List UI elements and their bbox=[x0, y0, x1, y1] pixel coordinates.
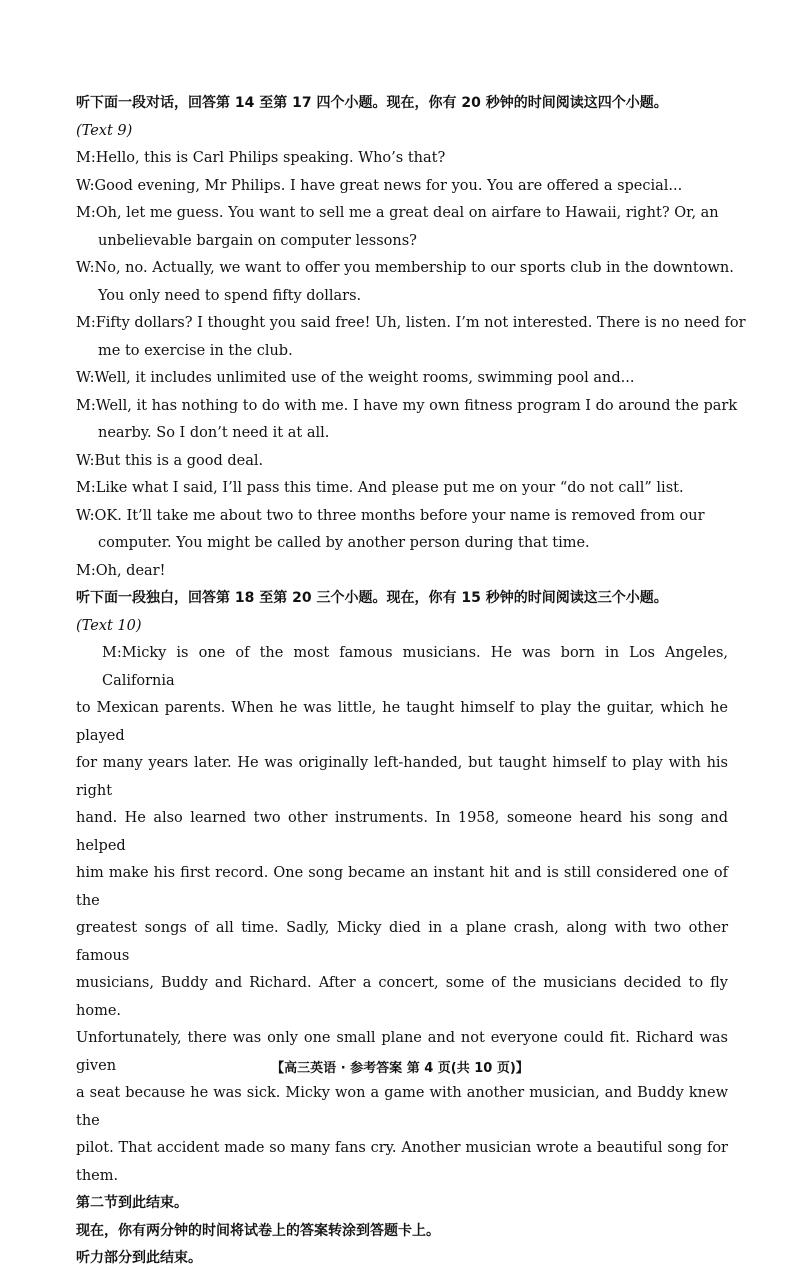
dialogue-turn bbox=[76, 255, 734, 310]
dialogue-turn bbox=[76, 200, 728, 255]
monologue bbox=[76, 640, 728, 1190]
dialogue bbox=[76, 145, 746, 585]
dialogue-turn bbox=[76, 503, 728, 558]
text-10-label: (Text 10) bbox=[76, 617, 142, 634]
monologue-line: musicians, Buddy and Richard. After a concert, some of the musicians decided to fly home. bbox=[76, 975, 728, 1019]
dialogue-line: W:Good evening, Mr Philips. I have great news for you. You are offered a special... bbox=[76, 177, 683, 194]
monologue-line: to Mexican parents. When he was little, he taught himself to play the guitar, which he played bbox=[76, 700, 728, 744]
page-content bbox=[76, 90, 746, 1273]
page-footer: 【高三英语 · 参考答案 第 4 页(共 10 页)】 bbox=[271, 1061, 529, 1076]
dialogue-line: M:Hello, this is Carl Philips speaking. Who’s that? bbox=[76, 150, 446, 166]
dialogue-line: M:Well, it has nothing to do with me. I have my own fitness program I do around the park bbox=[76, 397, 738, 414]
dialogue-line: W:OK. It’ll take me about two to three months before your name is removed from our bbox=[76, 507, 705, 524]
monologue-line: Unfortunately, there was only one small plane and not everyone could fit. Richard was given bbox=[76, 1030, 728, 1074]
text-9-label: (Text 9) bbox=[76, 122, 133, 139]
monologue-line: them. bbox=[76, 1167, 119, 1184]
dialogue-line: M:Like what I said, I’ll pass this time. And please put me on your “do not call” list. bbox=[76, 480, 684, 496]
dialogue-line: W:No, no. Actually, we want to offer you membership to our sports club in the downtown. bbox=[76, 260, 734, 276]
dialogue-turn bbox=[76, 475, 728, 503]
dialogue-line: M:Oh, dear! bbox=[76, 562, 166, 579]
monologue-line: M:Micky is one of the most famous musicians. He was born in Los Angeles, California bbox=[102, 645, 728, 689]
dialogue-line: me to exercise in the club. bbox=[98, 342, 293, 359]
dialogue-turn bbox=[76, 393, 738, 448]
monologue-line: for many years later. He was originally left-handed, but taught himself to play with his right bbox=[76, 755, 728, 799]
monologue-line: pilot. That accident made so many fans cry. Another musician wrote a beautiful song for bbox=[76, 1140, 728, 1156]
dialogue-turn bbox=[76, 448, 728, 476]
dialogue-line: W:But this is a good deal. bbox=[76, 452, 264, 469]
monologue-line: hand. He also learned two other instruments. In 1958, someone heard his song and helped bbox=[76, 810, 728, 854]
dialogue-line: You only need to spend fifty dollars. bbox=[98, 287, 362, 304]
monologue-line: him make his first record. One song became an instant hit and is still considered one of the bbox=[76, 865, 728, 909]
dialogue-line: unbelievable bargain on computer lessons? bbox=[98, 232, 417, 249]
monologue-line: greatest songs of all time. Sadly, Micky died in a plane crash, along with two other famous bbox=[76, 920, 728, 964]
dialogue-turn bbox=[76, 145, 728, 173]
section1-instruction: 听下面一段对话，回答第 14 至第 17 四个小题。现在，你有 20 秒钟的时间阅读这四个小题。 bbox=[76, 95, 668, 111]
dialogue-turn bbox=[76, 173, 728, 201]
dialogue-line: M:Fifty dollars? I thought you said free! Uh, listen. I’m not interested. There is no need for bbox=[76, 315, 746, 331]
dialogue-line: nearby. So I don’t need it at all. bbox=[98, 425, 330, 441]
dialogue-turn bbox=[76, 365, 728, 393]
dialogue-turn bbox=[76, 310, 746, 365]
closing-line: 听力部分到此结束。 bbox=[76, 1250, 202, 1266]
dialogue-turn bbox=[76, 558, 728, 586]
dialogue-line: M:Oh, let me guess. You want to sell me a great deal on airfare to Hawaii, right? Or, an bbox=[76, 205, 719, 221]
closing-line: 现在，你有两分钟的时间将试卷上的答案转涂到答题卡上。 bbox=[76, 1222, 440, 1239]
monologue-line: a seat because he was sick. Micky won a game with another musician, and Buddy knew the bbox=[76, 1085, 728, 1129]
section2-instruction: 听下面一段独白，回答第 18 至第 20 三个小题。现在，你有 15 秒钟的时间阅读这三个小题。 bbox=[76, 590, 668, 606]
dialogue-line: W:Well, it includes unlimited use of the weight rooms, swimming pool and... bbox=[76, 370, 635, 386]
dialogue-line: computer. You might be called by another person during that time. bbox=[98, 535, 590, 551]
closing-line: 第二节到此结束。 bbox=[76, 1195, 188, 1211]
